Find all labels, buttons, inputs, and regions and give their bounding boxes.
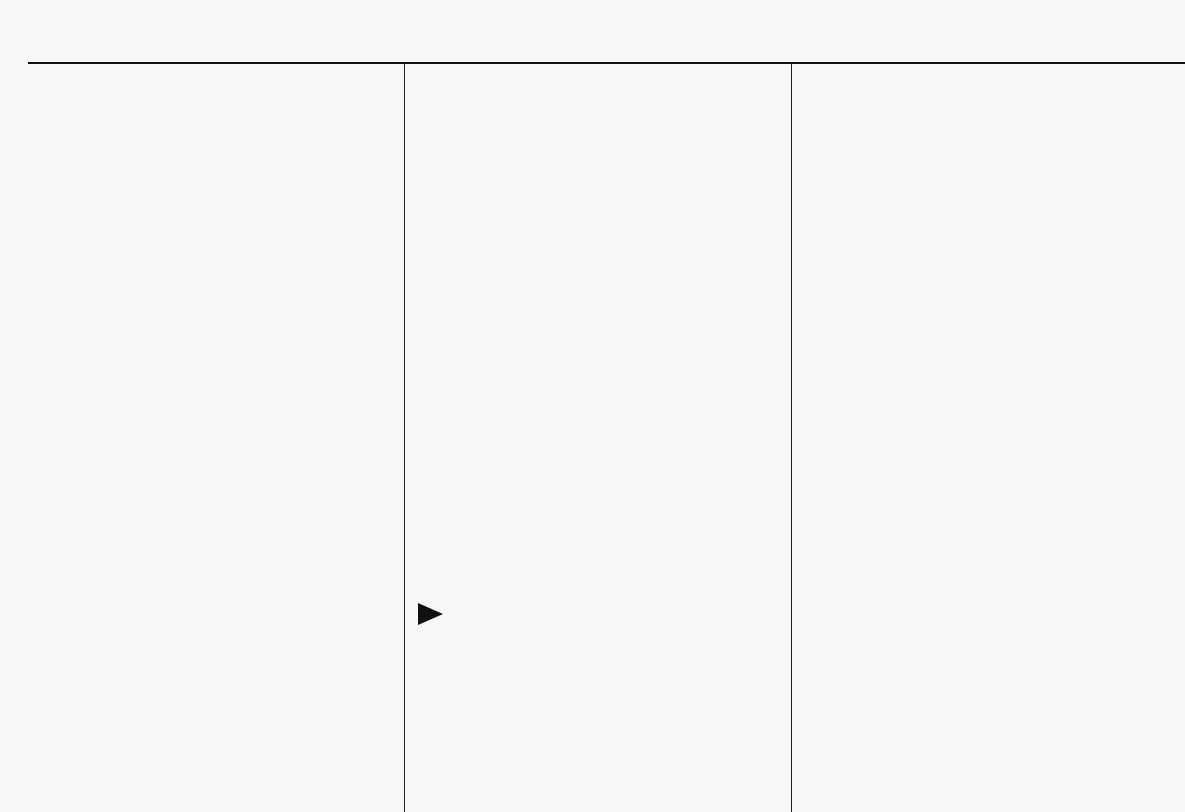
pointer-arrow-icon — [418, 603, 443, 625]
register-column-2 — [414, 70, 784, 812]
register-column-3 — [802, 70, 1185, 812]
register-column-1 — [30, 70, 398, 812]
header-rule — [28, 62, 1185, 64]
column-divider — [404, 64, 405, 812]
column-divider — [791, 64, 792, 812]
page-header — [0, 0, 1185, 58]
